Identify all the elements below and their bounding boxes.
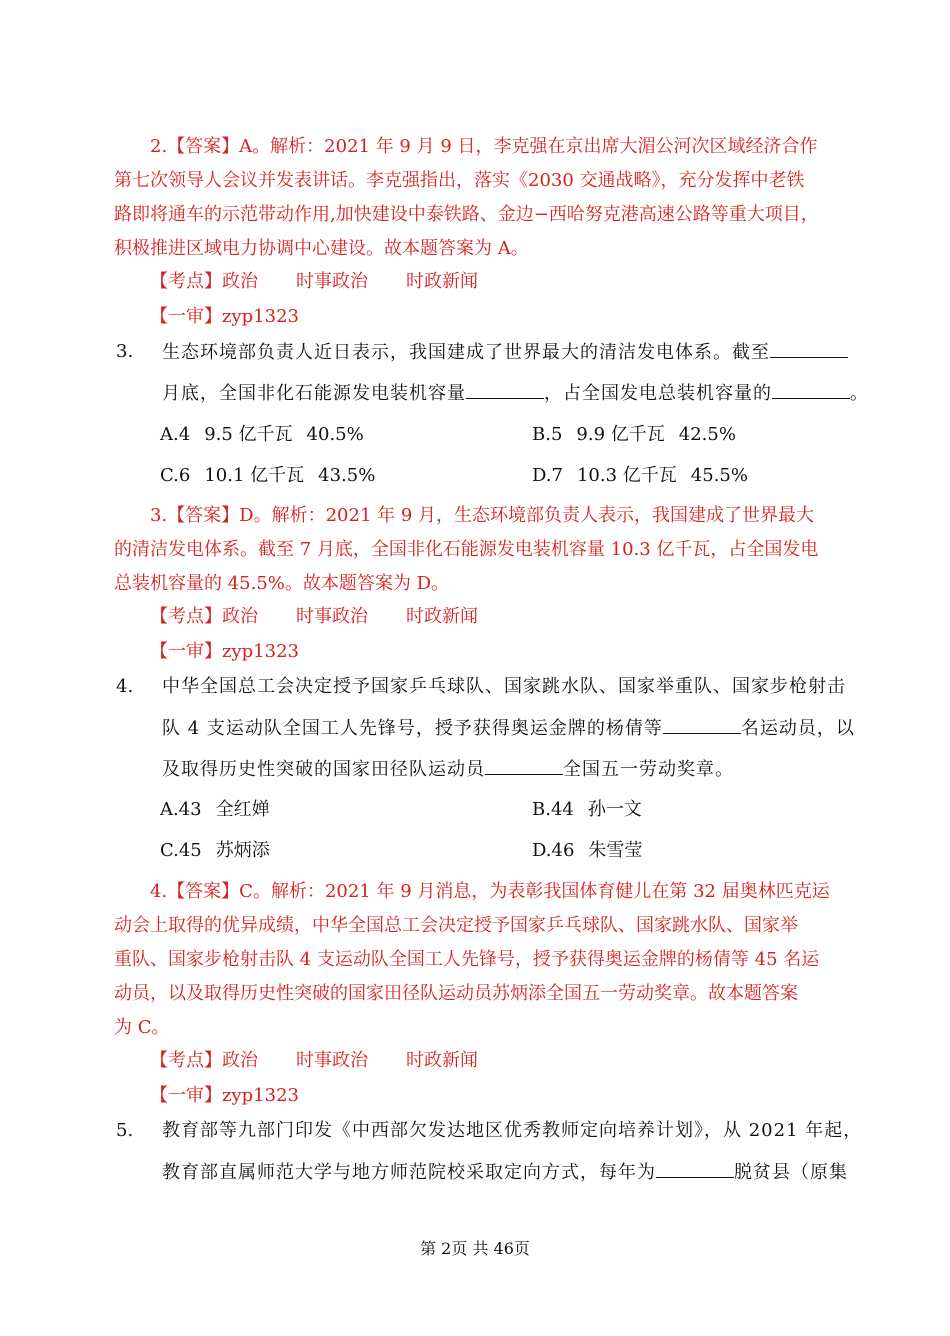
option-letter: D.46: [532, 840, 575, 861]
question-3-option-c: [160, 463, 375, 489]
answer-4-line-1: 4.【答案】C。解析：2021 年 9 月消息，为表彰我国体育健儿在第 32 届奥林匹克运: [150, 881, 830, 902]
answer-2-line-1: 2.【答案】A。解析：2021 年 9 月 9 日，李克强在京出席大湄公河次区域经济合作: [150, 136, 818, 157]
option-percent: 43.5%: [318, 465, 376, 486]
kaodian-subcategory: 时政新闻: [406, 606, 478, 627]
kaodian-category: 时事政治: [296, 606, 368, 627]
question-4-number: 4.: [116, 676, 134, 697]
answer-4-block: [114, 875, 838, 1045]
answer-2-block: [114, 130, 838, 266]
blank: [663, 715, 741, 734]
question-3-option-d: [532, 463, 748, 489]
blank: [772, 380, 850, 399]
question-4-line-2: [162, 715, 855, 742]
kaodian-label: 【考点】政治: [150, 271, 258, 292]
option-value: 全红婵: [215, 799, 270, 820]
answer-3-block: [114, 499, 838, 601]
question-5-line-2: [162, 1159, 848, 1186]
question-4-option-c: [160, 838, 270, 864]
option-value: 9.9 亿千瓦: [576, 424, 665, 445]
option-letter: A.4: [160, 424, 191, 445]
answer-3-kaodian: [150, 604, 478, 630]
question-3-text-3: ，占全国发电总装机容量的: [544, 383, 772, 404]
question-4-option-a: [160, 797, 270, 823]
option-letter: D.7: [532, 465, 563, 486]
option-value: 孙一文: [587, 799, 642, 820]
answer-3-line-1: 3.【答案】D。解析：2021 年 9 月，生态环境部负责人表示，我国建成了世界最大: [150, 505, 815, 526]
answer-4-line-2: 动会上取得的优异成绩，中华全国总工会决定授予国家乒乓球队、国家跳水队、国家举: [114, 915, 798, 936]
kaodian-category: 时事政治: [296, 271, 368, 292]
answer-4-kaodian: [150, 1048, 478, 1074]
option-value: 9.5 亿千瓦: [204, 424, 293, 445]
answer-4-yishen: 【一审】zyp1323: [150, 1085, 299, 1106]
question-4-text-3a: 及取得历史性突破的国家田径队运动员: [162, 759, 485, 780]
question-4-text-2a: 队 4 支运动队全国工人先锋号，授予获得奥运金牌的杨倩等: [162, 718, 663, 739]
option-letter: C.6: [160, 465, 191, 486]
answer-4-line-3: 重队、国家步枪射击队 4 支运动队全国工人先锋号，授予获得奥运金牌的杨倩等 45 名运: [114, 949, 820, 970]
blank: [656, 1159, 734, 1178]
question-4-line-3: [162, 756, 838, 783]
question-3-text-1: 生态环境部负责人近日表示，我国建成了世界最大的清洁发电体系。截至: [162, 342, 770, 363]
question-5-number: 5.: [116, 1120, 134, 1141]
option-value: 苏炳添: [215, 840, 270, 861]
option-value: 朱雪莹: [588, 840, 643, 861]
option-letter: B.5: [532, 424, 563, 445]
answer-4-line-5: 为 C。: [114, 1017, 170, 1038]
option-percent: 45.5%: [690, 465, 748, 486]
answer-3-yishen: 【一审】zyp1323: [150, 641, 299, 662]
question-5-text-2b: 脱贫县（原集: [734, 1162, 848, 1183]
blank: [770, 339, 848, 358]
option-letter: B.44: [532, 799, 574, 820]
kaodian-category: 时事政治: [296, 1050, 368, 1071]
answer-2-line-2: 第七次领导人会议并发表讲话。李克强指出，落实《2030 交通战略》，充分发挥中老铁: [114, 170, 805, 191]
question-4-option-b: [532, 797, 642, 823]
kaodian-subcategory: 时政新闻: [406, 1050, 478, 1071]
question-3-option-a: [160, 422, 364, 448]
kaodian-subcategory: 时政新闻: [406, 271, 478, 292]
question-3-option-b: [532, 422, 736, 448]
blank: [485, 756, 563, 775]
answer-4-line-4: 动员，以及取得历史性突破的国家田径队运动员苏炳添全国五一劳动奖章。故本题答案: [114, 983, 798, 1004]
question-4-option-d: [532, 838, 642, 864]
blank: [466, 380, 544, 399]
option-percent: 42.5%: [678, 424, 736, 445]
question-3-line-2: [162, 380, 869, 407]
answer-2-kaodian: [150, 269, 478, 295]
question-3-line-1: [162, 339, 838, 366]
answer-2-line-3: 路即将通车的示范带动作用,加快建设中泰铁路、金边−西哈努克港高速公路等重大项目，: [114, 204, 819, 225]
answer-3-line-2: 的清洁发电体系。截至 7 月底，全国非化石能源发电装机容量 10.3 亿千瓦，占全国发电: [114, 539, 819, 560]
kaodian-label: 【考点】政治: [150, 606, 258, 627]
option-letter: A.43: [160, 799, 202, 820]
page-footer: 第 2页 共 46页: [420, 1239, 530, 1258]
answer-3-line-3: 总装机容量的 45.5%。故本题答案为 D。: [114, 573, 450, 594]
question-3-text-4: 。: [850, 383, 869, 404]
option-value: 10.3 亿千瓦: [576, 465, 677, 486]
kaodian-label: 【考点】政治: [150, 1050, 258, 1071]
question-3-number: 3.: [116, 341, 134, 362]
option-value: 10.1 亿千瓦: [204, 465, 305, 486]
question-5-line-1: 教育部等九部门印发《中西部欠发达地区优秀教师定向培养计划》，从 2021 年起，: [162, 1120, 863, 1141]
option-letter: C.45: [160, 840, 202, 861]
question-4-line-1: 中华全国总工会决定授予国家乒乓球队、国家跳水队、国家举重队、国家步枪射击: [162, 676, 846, 697]
question-5-text-2a: 教育部直属师范大学与地方师范院校采取定向方式，每年为: [162, 1162, 656, 1183]
answer-2-yishen: 【一审】zyp1323: [150, 306, 299, 327]
option-percent: 40.5%: [306, 424, 364, 445]
question-4-text-2b: 名运动员，以: [740, 718, 855, 739]
question-4-text-3b: 全国五一劳动奖章。: [563, 759, 734, 780]
answer-2-line-4: 积极推进区域电力协调中心建设。故本题答案为 A。: [114, 238, 529, 259]
question-3-text-2: 月底，全国非化石能源发电装机容量: [162, 383, 466, 404]
